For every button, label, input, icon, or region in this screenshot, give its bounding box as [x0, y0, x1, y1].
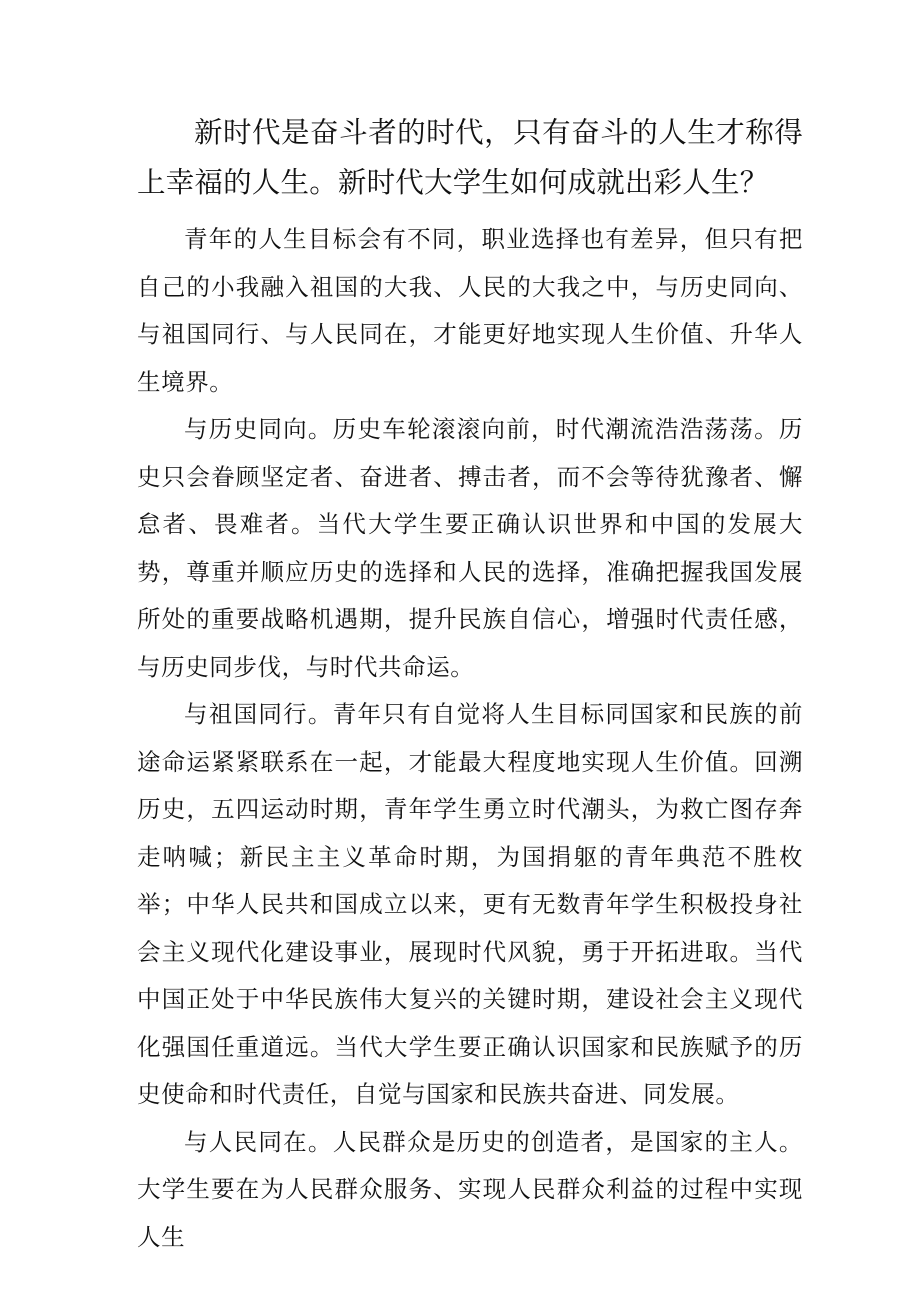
paragraph-intro: 青年的人生目标会有不同，职业选择也有差异，但只有把自己的小我融入祖国的大我、人民的大我之中，与历史同向、与祖国同行、与人民同在，才能更好地实现人生价值、升华人生境界。 [137, 225, 803, 396]
question-heading: 新时代是奋斗者的时代，只有奋斗的人生才称得上幸福的人生。新时代大学生如何成就出彩人生？ [137, 116, 803, 199]
paragraph-people: 与人民同在。人民群众是历史的创造者，是国家的主人。大学生要在为人民群众服务、实现人民群众利益的过程中实现人生 [137, 1127, 803, 1251]
paragraph-motherland: 与祖国同行。青年只有自觉将人生目标同国家和民族的前途命运紧紧联系在一起，才能最大程度地实现人生价值。回溯历史，五四运动时期，青年学生勇立时代潮头，为救亡图存奔走呐喊；新民主主义革命时期，为国捐躯的青年典范不胜枚举；中华人民共和国成立以来，更有无数青年学生积极投身社会主义现代化建设事业，展现时代风貌，勇于开拓进取。当代中国正处于中华民族伟大复兴的关键时期，建设社会主义现代化强国任重道远。当代大学生要正确认识国家和民族赋予的历史使命和时代责任，自觉与国家和民族共奋进、同发展。 [137, 700, 803, 1108]
paragraph-history: 与历史同向。历史车轮滚滚向前，时代潮流浩浩荡荡。历史只会眷顾坚定者、奋进者、搏击者，而不会等待犹豫者、懈怠者、畏难者。当代大学生要正确认识世界和中国的发展大势，尊重并顺应历史的选择和人民的选择，准确把握我国发展所处的重要战略机遇期，提升民族自信心，增强时代责任感，与历史同步伐，与时代共命运。 [137, 415, 803, 681]
document-body [137, 108, 803, 1261]
